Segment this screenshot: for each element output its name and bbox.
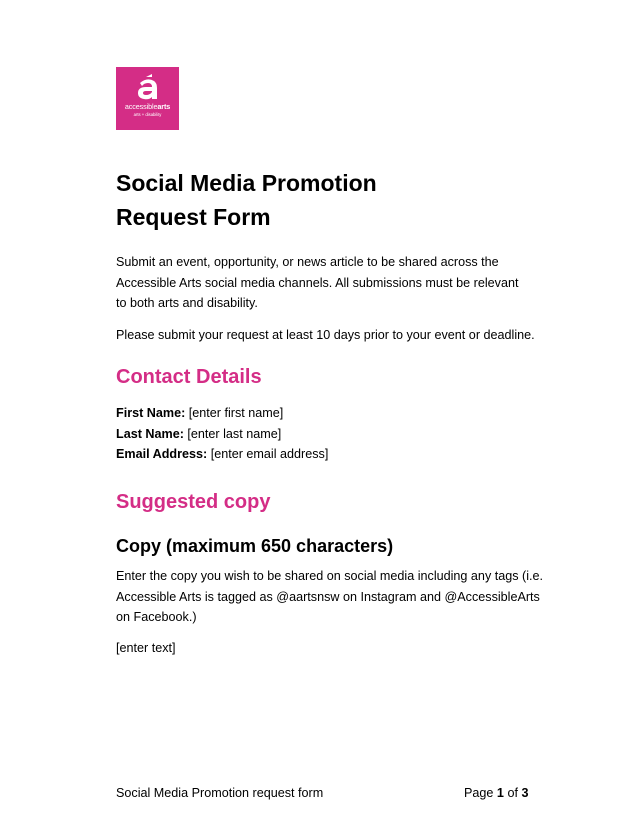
- email-value[interactable]: [enter email address]: [210, 447, 329, 461]
- page-title: [116, 166, 516, 234]
- intro-line-3: to both arts and disability.: [116, 296, 258, 310]
- letter-a-logo-icon: [116, 72, 179, 102]
- page-total: 3: [521, 786, 529, 800]
- page-current: 1: [496, 786, 504, 800]
- intro-line-2: Accessible Arts social media channels. All submissions must be relevant: [116, 275, 519, 290]
- accessible-arts-logo: [116, 67, 179, 130]
- logo-wordmark: [116, 103, 179, 111]
- first-name-label: First Name:: [116, 406, 186, 420]
- footer-page-number: [464, 784, 528, 802]
- copy-instruction-line-2: Accessible Arts is tagged as @aartsnsw on Instagram and @AccessibleArts: [116, 589, 540, 604]
- contact-details-heading: Contact Details: [116, 366, 262, 388]
- copy-subheading: Copy (maximum 650 characters): [116, 536, 394, 556]
- intro-paragraph: [116, 252, 536, 314]
- intro-line-1: Submit an event, opportunity, or news article to be shared across the: [116, 255, 499, 269]
- contact-fields: [116, 403, 536, 465]
- title-line-2: Request Form: [116, 204, 271, 230]
- page-of: of: [507, 786, 518, 800]
- last-name-value[interactable]: [enter last name]: [187, 426, 282, 441]
- last-name-label: Last Name:: [116, 426, 184, 441]
- footer-document-name: Social Media Promotion request form: [116, 786, 324, 800]
- title-line-1: Social Media Promotion: [116, 170, 377, 196]
- logo-word-bold: arts: [157, 102, 171, 111]
- first-name-field: [116, 403, 536, 424]
- logo-tagline: arts + disability: [133, 112, 162, 117]
- suggested-copy-heading: Suggested copy: [116, 491, 271, 513]
- email-label: Email Address:: [116, 447, 208, 461]
- copy-instruction-line-1: Enter the copy you wish to be shared on social media including any tags (i.e.: [116, 569, 544, 583]
- logo-word-light: accessible: [124, 102, 158, 111]
- deadline-paragraph: Please submit your request at least 10 days prior to your event or deadline.: [116, 328, 535, 342]
- first-name-value[interactable]: [enter first name]: [188, 406, 284, 420]
- email-field: [116, 444, 536, 465]
- last-name-field: [116, 424, 536, 445]
- copy-instructions: [116, 566, 544, 628]
- copy-instruction-line-3: on Facebook.): [116, 610, 197, 624]
- copy-text-placeholder[interactable]: [enter text]: [116, 641, 176, 655]
- page-prefix: Page: [464, 786, 494, 800]
